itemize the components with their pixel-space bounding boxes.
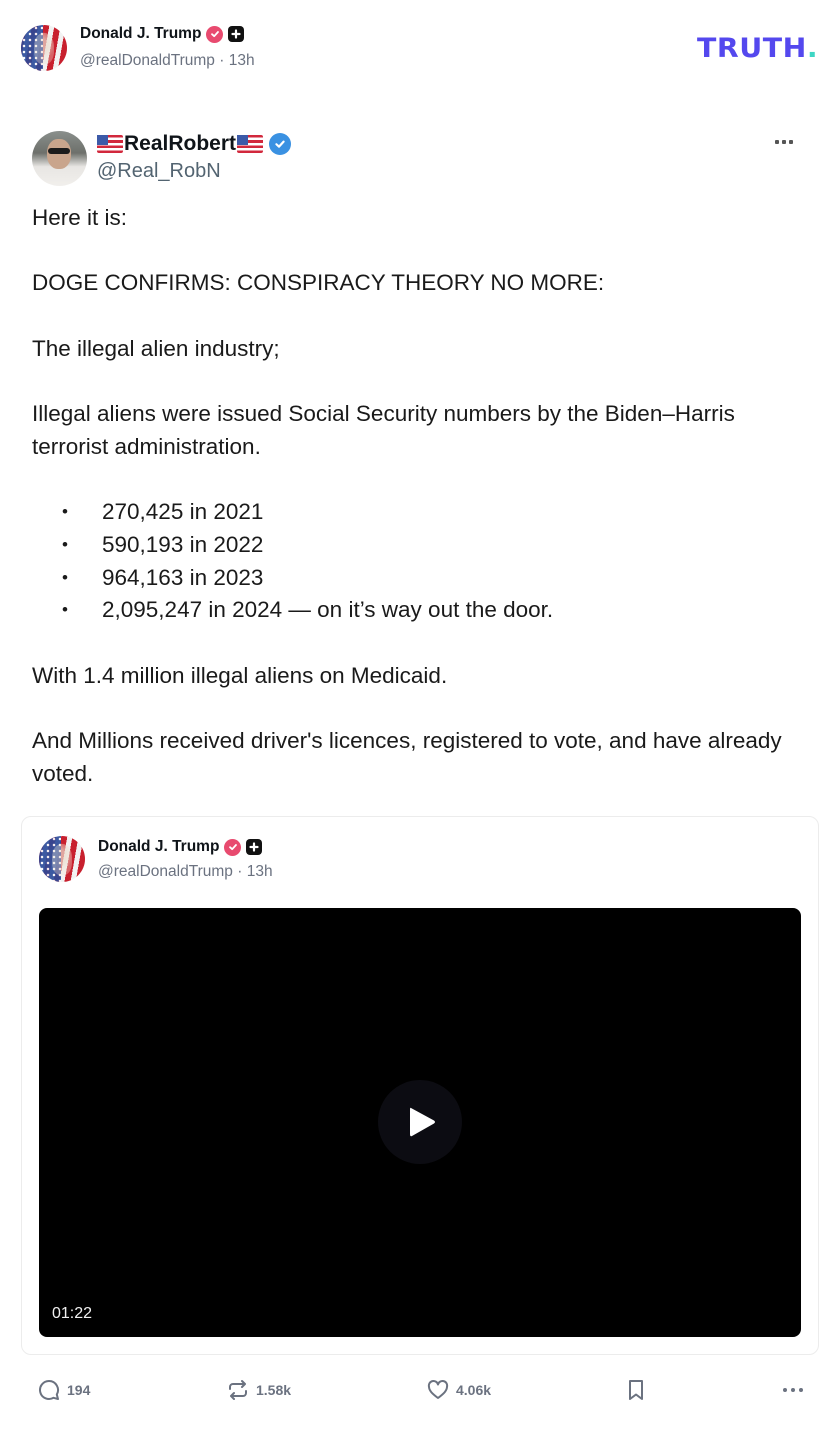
paragraph: Illegal aliens were issued Social Security numbers by the Biden–Harris terrorist administration. <box>32 401 735 459</box>
truth-social-logo <box>697 33 818 64</box>
retruth-icon <box>226 1378 250 1402</box>
reply-count: 194 <box>67 1382 91 1398</box>
author-handle[interactable]: @realDonaldTrump <box>80 52 215 69</box>
screenshot-author-name: RealRobert <box>124 132 237 155</box>
more-options-button[interactable] <box>781 1372 805 1408</box>
action-bar <box>0 1372 840 1412</box>
screenshot-author-handle: @Real_RobN <box>97 160 221 182</box>
logo-text: TRUTH <box>697 33 807 64</box>
bookmark-button[interactable] <box>625 1372 647 1408</box>
comment-icon <box>37 1378 61 1402</box>
verified-badge-icon <box>224 839 241 856</box>
like-button[interactable] <box>426 1372 491 1408</box>
retruth-count: 1.58k <box>256 1382 292 1398</box>
avatar[interactable] <box>39 836 85 882</box>
post-body <box>32 202 812 791</box>
us-flag-icon <box>97 135 123 153</box>
card-author-meta <box>98 863 273 881</box>
post-header <box>0 0 840 96</box>
logo-dot: . <box>806 33 819 64</box>
avatar[interactable] <box>21 25 67 71</box>
plus-badge-icon <box>228 26 244 42</box>
more-options-icon <box>775 140 793 144</box>
us-flag-icon <box>237 135 263 153</box>
retruth-button[interactable] <box>226 1372 291 1408</box>
reply-button[interactable] <box>37 1372 90 1408</box>
avatar <box>32 131 87 186</box>
paragraph: The illegal alien industry; <box>32 335 280 361</box>
list-item: • 270,425 in 2021 <box>32 496 812 529</box>
verified-badge-icon <box>269 133 291 155</box>
video-player[interactable] <box>39 908 801 1337</box>
video-duration: 01:22 <box>52 1305 93 1322</box>
bullet-list <box>32 496 812 627</box>
paragraph: And Millions received driver's licences, registered to vote, and have already voted. <box>32 728 782 786</box>
heart-icon <box>426 1378 450 1402</box>
quoted-post-card[interactable] <box>21 816 819 1355</box>
paragraph: DOGE CONFIRMS: CONSPIRACY THEORY NO MORE: <box>32 270 605 296</box>
list-item: • 964,163 in 2023 <box>32 562 812 595</box>
author-name[interactable]: Donald J. Trump <box>80 25 202 42</box>
bookmark-icon <box>625 1378 647 1402</box>
card-author-name[interactable]: Donald J. Trump <box>98 838 220 855</box>
more-icon <box>781 1378 805 1402</box>
list-item: • 590,193 in 2022 <box>32 529 812 562</box>
verified-badge-icon <box>206 26 223 43</box>
author-meta <box>80 52 255 70</box>
list-item: • 2,095,247 in 2024 — on it’s way out the door. <box>32 594 812 627</box>
screenshot-author-row <box>97 132 291 156</box>
paragraph: With 1.4 million illegal aliens on Medicaid. <box>32 662 448 688</box>
post-time[interactable]: 13h <box>228 52 255 69</box>
meta-separator: · <box>237 863 243 880</box>
card-author-row <box>98 838 262 856</box>
play-icon <box>400 1102 440 1142</box>
play-button[interactable] <box>378 1080 462 1164</box>
plus-badge-icon <box>246 839 262 855</box>
card-author-handle[interactable]: @realDonaldTrump <box>98 863 233 880</box>
meta-separator: · <box>219 52 225 69</box>
like-count: 4.06k <box>456 1382 492 1398</box>
author-name-row <box>80 25 244 43</box>
paragraph: Here it is: <box>32 205 128 230</box>
card-post-time[interactable]: 13h <box>246 863 273 880</box>
